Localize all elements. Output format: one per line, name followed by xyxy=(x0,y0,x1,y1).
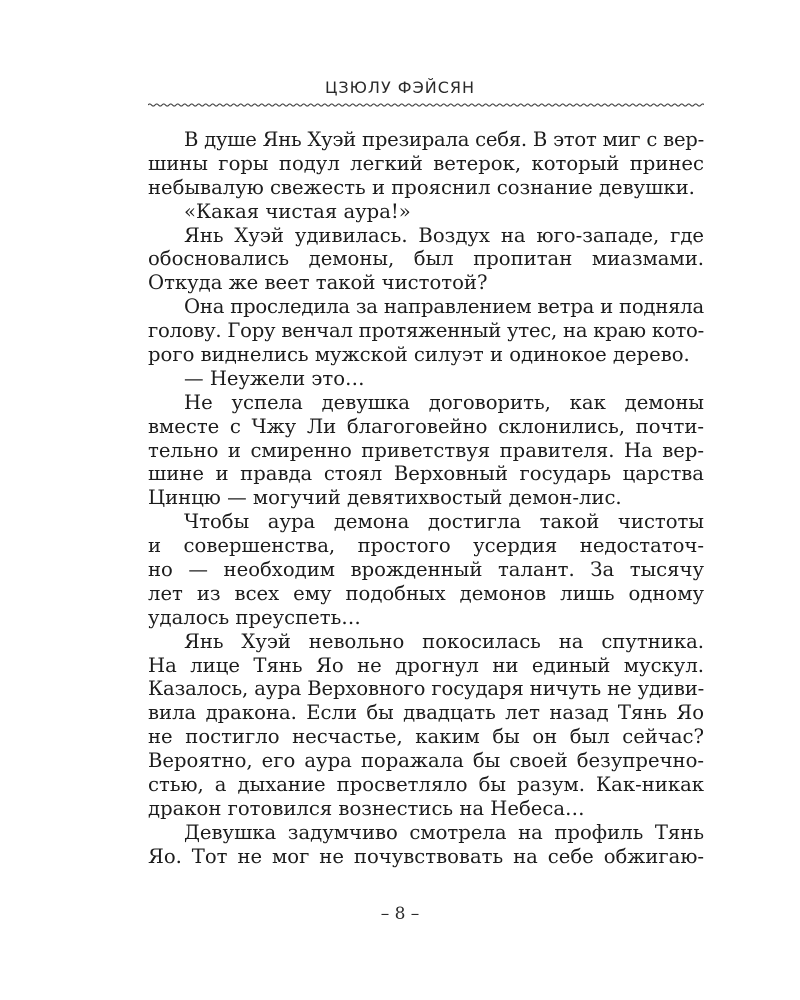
page-number: – 8 – xyxy=(380,904,420,924)
text-line: стью, а дыхание просветляло бы разум. Как-никак xyxy=(148,773,704,797)
text-line: Цинцю — могучий девятихвостый демон-лис. xyxy=(148,486,622,510)
text-line: шине и правда стоял Верховный государь царства xyxy=(148,462,704,486)
text-line: тельно и смиренно приветствуя правителя. На вер- xyxy=(148,438,704,462)
text-line: В душе Янь Хуэй презирала себя. В этот миг с вер- xyxy=(184,128,704,151)
text-line: не постигло несчастье, каким бы он был сейчас? xyxy=(148,725,704,749)
text-line: Вероятно, его аура поражала бы своей безупречно- xyxy=(148,749,704,773)
main-text xyxy=(148,128,704,869)
text-line: вила дракона. Если бы двадцать лет назад Тянь Яо xyxy=(148,701,704,725)
text-line: небывалую свежесть и прояснил сознание девушки. xyxy=(148,175,695,199)
text-line: Откуда же веет такой чистотой? xyxy=(148,271,488,295)
text-line: но — необходим врожденный талант. За тысячу xyxy=(148,558,704,582)
text-line: и совершенства, простого усердия недостаточ- xyxy=(148,534,704,558)
text-line: Чтобы аура демона достигла такой чистоты xyxy=(184,510,704,534)
text-line: Яо. Тот не мог не почувствовать на себе обжигаю- xyxy=(148,844,704,868)
text-line: На лице Тянь Яо не дрогнул ни единый мускул. xyxy=(148,653,704,677)
text-line: Она проследила за направлением ветра и подняла xyxy=(184,295,704,319)
text-line: голову. Гору венчал протяженный утес, на краю кото- xyxy=(148,319,704,343)
text-line: вместе с Чжу Ли благоговейно склонились, почти- xyxy=(148,414,704,438)
text-line: «Какая чистая аура!» xyxy=(184,199,411,223)
text-line: дракон готовился вознестись на Небеса… xyxy=(148,796,585,820)
text-line: шины горы подул легкий ветерок, который принес xyxy=(148,151,704,175)
text-line: удалось преуспеть… xyxy=(148,605,361,629)
text-line: рого виднелись мужской силуэт и одинокое дерево. xyxy=(148,343,690,367)
text-line: Казалось, аура Верховного государя ничуть не удиви- xyxy=(148,677,705,701)
text-line: Янь Хуэй невольно покосилась на спутника. xyxy=(184,629,704,653)
text-line: Не успела девушка договорить, как демоны xyxy=(184,390,704,414)
text-line: лет из всех ему подобных демонов лишь одному xyxy=(148,581,704,605)
wavy-divider xyxy=(148,101,704,109)
running-title: ЦЗЮЛУ ФЭЙСЯН xyxy=(324,78,476,97)
text-line: Янь Хуэй удивилась. Воздух на юго-западе, где xyxy=(184,223,704,247)
text-line: обосновались демоны, был пропитан миазмами. xyxy=(148,247,704,271)
text-line: — Неужели это… xyxy=(184,366,365,390)
text-line: Девушка задумчиво смотрела на профиль Тянь xyxy=(184,820,704,844)
